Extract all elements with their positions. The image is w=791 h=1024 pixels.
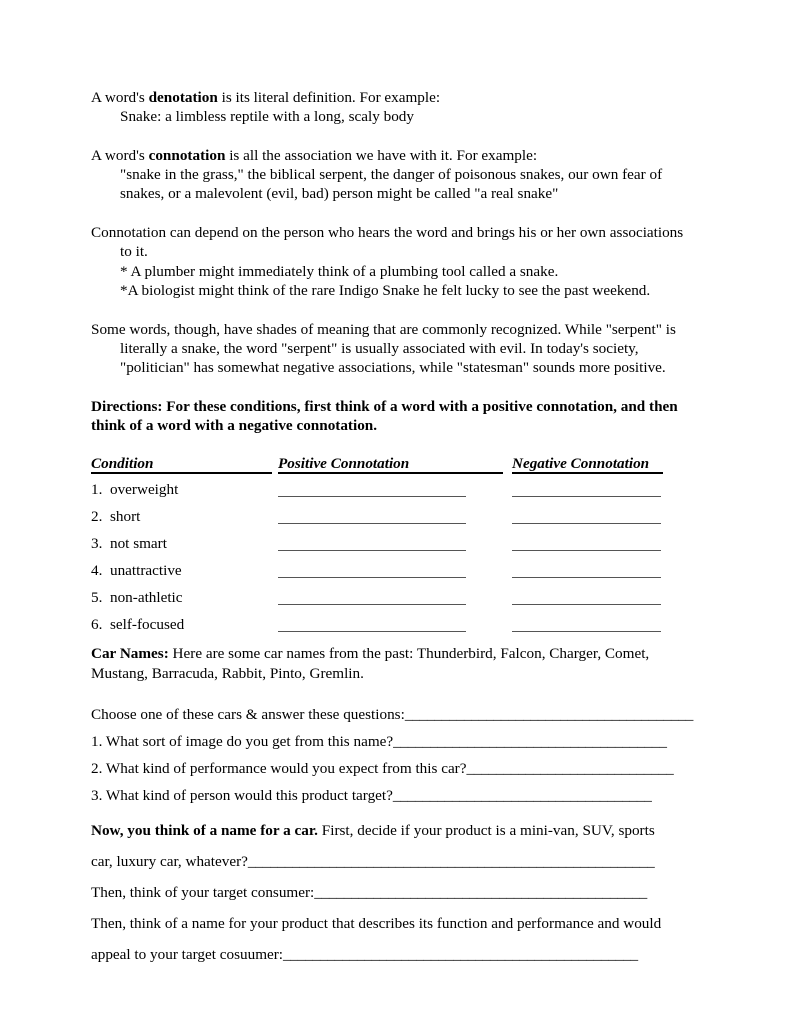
depends-bullet-1: * A plumber might immediately think of a plumbing tool called a snake. [120,262,559,280]
question-number: 2. [91,759,103,777]
row-number: 2. [91,508,103,526]
column-header-condition: Condition [91,455,272,474]
depends-line-2: to it. [120,243,148,261]
positive-connotation-blank[interactable] [278,496,466,497]
car-names-line-2: Mustang, Barracuda, Rabbit, Pinto, Gremlin. [91,664,364,682]
positive-connotation-blank[interactable] [278,577,466,578]
denotation-example: Snake: a limbless reptile with a long, scaly body [120,108,414,126]
row-number: 3. [91,535,103,553]
choose-car-prompt: Choose one of these cars & answer these questions: [91,705,405,723]
question-text: What kind of performance would you expect from this car? [102,759,467,777]
name-a-car-bold-lead: Now, you think of a name for a car. [91,821,318,839]
row-number: 4. [91,562,103,580]
product-name-text: appeal to your target cosuumer: [91,945,284,963]
negative-connotation-blank[interactable] [512,523,661,524]
car-question-line [91,755,703,782]
car-names-label: Car Names: [91,645,169,663]
condition-text: short [109,508,141,526]
connotation-example-line-2: snakes, or a malevolent (evil, bad) person might be called "a real snake" [120,185,559,203]
negative-connotation-blank[interactable] [512,496,661,497]
condition-text: non-athletic [109,589,183,607]
denotation-term: denotation [148,89,218,106]
condition-label [91,588,183,607]
directions-line-2: think of a word with a negative connotation. [91,417,378,435]
connotation-example-line-1: "snake in the grass," the biblical serpent, the danger of poisonous snakes, our own fear of [120,166,663,184]
car-names-line-1: Here are some car names from the past: Thunderbird, Falcon, Charger, Comet, [168,645,650,663]
table-row [91,505,703,532]
negative-connotation-blank[interactable] [512,550,661,551]
connotation-prefix: A word's [91,146,149,164]
denotation-prefix: A word's [91,89,149,106]
positive-connotation-blank[interactable] [278,604,466,605]
column-header-negative-connotation: Negative Connotation [512,455,663,474]
negative-connotation-blank[interactable] [512,577,661,578]
table-row [91,559,703,586]
connotation-term: connotation [148,146,226,164]
condition-label [91,615,184,634]
connotation-paragraph [91,146,703,165]
negative-connotation-blank[interactable] [512,631,661,632]
question-text: What kind of person would this product target? [102,786,393,804]
row-number: 1. [91,481,103,499]
table-row [91,613,703,640]
product-type-line [91,846,703,877]
car-names-paragraph [91,644,703,683]
connotation-table [91,455,703,640]
directions-line-1: Directions: For these conditions, first think of a word with a positive connotation, and then [91,397,678,415]
product-name-prompt-line-2 [91,939,703,970]
question-blank[interactable]: _____________________________________ [393,732,667,750]
table-header-row [91,455,703,478]
condition-label [91,507,140,526]
positive-connotation-blank[interactable] [278,550,466,551]
row-number: 5. [91,589,103,607]
condition-label [91,534,167,553]
table-row [91,478,703,505]
car-question-line [91,728,703,755]
connotation-suffix: is all the association we have with it. For example: [225,146,538,164]
name-a-car-lead [91,815,703,846]
question-blank[interactable]: ____________________________ [466,759,674,777]
condition-text: self-focused [109,616,185,634]
condition-label [91,561,182,580]
product-name-prompt-line-1: Then, think of a name for your product that describes its function and performance and would [91,914,662,932]
denotation-suffix: is its literal definition. For example: [217,89,441,106]
question-number: 1. [91,732,103,750]
choose-car-line [91,701,703,728]
name-a-car-lead-rest: First, decide if your product is a mini-van, SUV, sports [317,821,655,839]
target-consumer-line [91,877,703,908]
row-number: 6. [91,616,103,634]
column-header-positive-connotation: Positive Connotation [278,455,503,474]
name-a-car-section [91,815,703,970]
question-number: 3. [91,786,103,804]
question-blank[interactable]: ___________________________________ [392,786,652,804]
positive-connotation-blank[interactable] [278,631,466,632]
denotation-paragraph [91,88,703,107]
product-type-text: car, luxury car, whatever? [91,852,248,870]
product-name-blank[interactable]: ________________________________________________ [283,945,638,963]
condition-text: unattractive [109,562,182,580]
table-row [91,586,703,613]
condition-text: overweight [109,481,179,499]
target-consumer-prompt: Then, think of your target consumer: [91,883,315,901]
document-body [91,88,703,970]
condition-text: not smart [109,535,167,553]
car-question-line [91,782,703,809]
shades-line-1: Some words, though, have shades of meaning that are commonly recognized. While "serpent" is [91,320,676,338]
negative-connotation-blank[interactable] [512,604,661,605]
table-row [91,532,703,559]
product-type-blank[interactable]: _______________________________________________________ [247,852,655,870]
condition-label [91,480,178,499]
depends-line-1: Connotation can depend on the person who hears the word and brings his or her own associations [91,224,684,242]
question-text: What sort of image do you get from this name? [102,732,394,750]
shades-line-3: "politician" has somewhat negative associations, while "statesman" sounds more positive. [120,359,666,377]
choose-car-blank[interactable]: _______________________________________ [404,705,694,723]
car-questions [91,701,703,809]
positive-connotation-blank[interactable] [278,523,466,524]
target-consumer-blank[interactable]: _____________________________________________ [314,883,647,901]
depends-bullet-2: *A biologist might think of the rare Indigo Snake he felt lucky to see the past weekend. [120,281,651,299]
shades-line-2: literally a snake, the word "serpent" is usually associated with evil. In today's society, [120,339,639,357]
